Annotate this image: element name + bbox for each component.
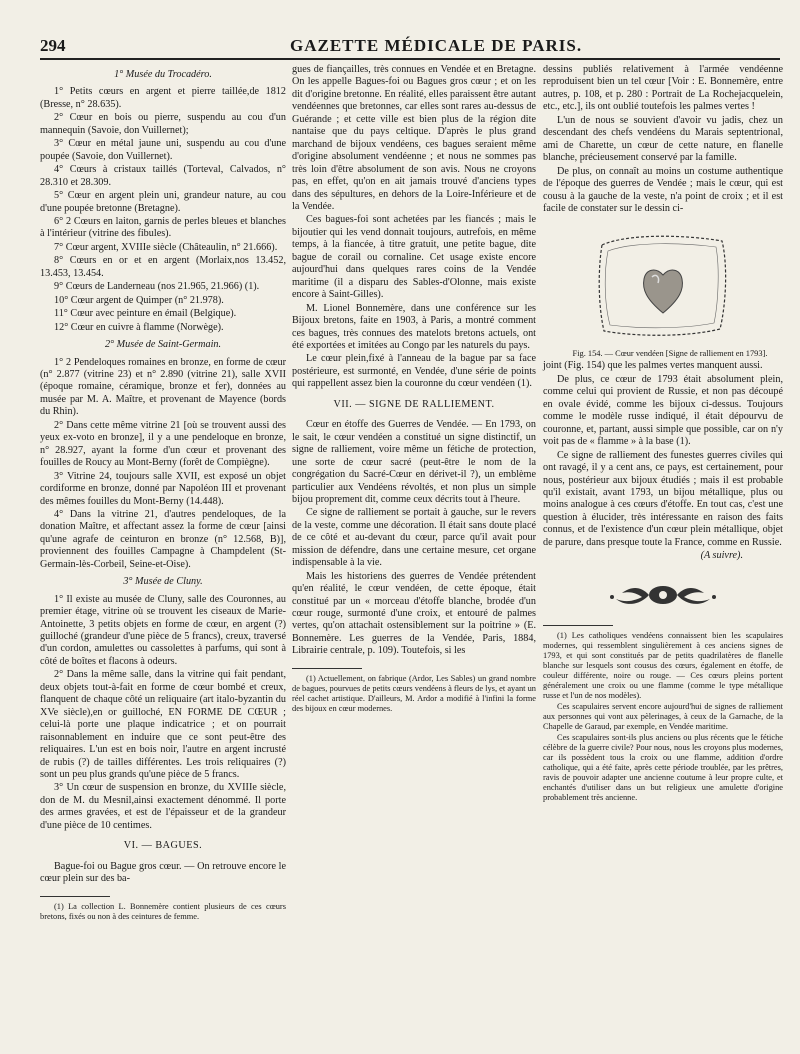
list-item: 9° Cœurs de Landerneau (nos 21.965, 21.966) (1). [54, 281, 260, 293]
paragraph: Mais les historiens des guerres de Vendée prétendent qu'en réalité, le cœur vendéen, de cette époque, était constitué par un « morceau d'étoffe blanche, brodée d'un cœur rouge, surmonté d'une croix, et entouré de palmes vertes, qu'on attachait ostensiblement sur la poitrine » (E. Bonnemère. Les guerres de la Vendée, Paris, 1884, Librairie centrale, p. 109). Toutefois, si les [292, 570, 536, 657]
paragraph: dessins publiés relativement à l'armée vendéenne reproduisent bien un tel cœur [Voir : E. Bonnemère, entre autres, p. 108, et p. 280 : Portrait de La Rochejacquelein, etc., etc.], ils ont oublié toutefois les palmes vertes ! [543, 64, 783, 113]
footnote-rule [292, 668, 362, 669]
list-item: 6° 2 Cœurs en laiton, garnis de perles bleues et blanches à l'intérieur (vitrine des fibules). [40, 215, 286, 240]
column-1 [40, 64, 286, 923]
section-title: 3° Musée de Cluny. [123, 576, 203, 588]
footnote-rule [40, 896, 110, 897]
paragraph: De plus, ce cœur de 1793 était absolument plein, comme celui qui provient de Russie, et non pas découpé en ovale évidé, comme les bijoux ci-dessus. Toujours comme le modèle russe indiqué, il était dépourvu de couronne, et, partant, aussi simple que possible, car on n'y voit pas de « flamme » à la base (1). [543, 373, 783, 448]
header-rule [40, 58, 780, 60]
list-item: 1° Il existe au musée de Cluny, salle des Couronnes, au premier étage, vitrine où se trouvent les ciseaux de Marie-Antoinette, 3 petits objets en forme de cœur, en argent (?) guilloché (grandeur d'une pièce de 5 francs), creux, traversé d'un cordon, amulettes ou cassolettes à parfums, qui sont à côté de boîtes et flacons à odeurs. [40, 593, 286, 667]
column-3 [543, 64, 783, 804]
paragraph: Ce signe de ralliement des funestes guerres civiles qui ont ravagé, il y a cent ans, ce pays, est certainement, pour nous, postérieur aux bijoux étudiés ; mais il est probable qu'il existait, avant 1793, un bijou métallique, plus ou moins analogue à ces cœurs d'étoffe. En tout cas, c'est une question à élucider, très intéressante en raison des faits connus, et de l'existence d'un cœur plein métallique, objet de parure, dans presque toute la France, comme en Russie. [543, 449, 783, 548]
fleuron-ornament-icon [608, 575, 718, 615]
decorative-ornament [608, 575, 718, 615]
list-item: 3° Un cœur de suspension en bronze, du XVIIIe siècle, don de M. du Mesnil,ainsi exactement dénommé. Il porte des armes gravées, et est de l'épaisseur et de la grandeur d'une pièce de 10 centimes. [40, 782, 286, 831]
paragraph: Ces bagues-foi sont achetées par les fiancés ; mais le bijoutier qui les vend donnait toujours, autrefois, en même temps, à la fiancée, à titre gratuit, une petite bague, dite bague de corail ou cornaline. Cet usage existe encore aujourd'hui dans quelques rares coins de la Vendée maritime (il a disparu des Sables-d'Olonne, mais existe encore à Saint-Gilles). [292, 214, 536, 301]
list-item: 8° Cœurs en or et en argent (Morlaix,nos 13.452, 13.453, 13.454. [40, 255, 286, 279]
to-be-continued: (A suivre). [700, 550, 743, 562]
paragraph: De plus, on connaît au moins un costume authentique de l'époque des guerres de Vendée ; mais le cœur, qui est cousu à la gauche de la veste, n'a point de croix ; et il est facile de constater sur le dessin ci- [543, 165, 783, 214]
list-item: 3° Vitrine 24, toujours salle XVII, est exposé un objet cordiforme en bronze, donné par Napoléon III et provenant des mêmes fouilles du Mont-Berny (14.448). [40, 470, 286, 507]
figure-caption: Fig. 154. — Cœur vendéen [Signe de ralliement en 1793]. [572, 349, 768, 359]
list-item: 2° Cœur en bois ou pierre, suspendu au cou d'un mannequin (Savoie, don Vuillernet); [40, 112, 286, 136]
section-heading: VII. — SIGNE DE RALLIEMENT. [333, 398, 495, 410]
figure-154-heart-illustration [588, 225, 738, 345]
list-item: 3° Cœur en métal jaune uni, suspendu au cou d'une poupée (Savoie, don Vuillernet). [40, 138, 286, 162]
list-item: 12° Cœur en cuivre à flamme (Norwège). [54, 321, 224, 333]
paragraph: L'un de nous se souvient d'avoir vu jadis, chez un descendant des chefs vendéens du Marais septentrional, ami de Charette, un cœur de cette nature, en flanelle blanche, précieusement conservé par la famille. [543, 114, 783, 164]
list-item: 4° Dans la vitrine 21, d'autres pendeloques, de la donation Maître, et affectant assez la forme de cœur [ainsi qu'une agrafe de ceinturon en bronze (n° 12.568, B)], proviennent des fouilles Campagne à Champdelent (St-Germain-lès-Corbeil, Seine-et-Oise). [40, 508, 286, 570]
list-item: 2° Dans la même salle, dans la vitrine qui fait pendant, deux objets tout-à-fait en forme de cœur bombé et creux, flanquent de chaque côté un reliquaire (art italo-byzantin du XVe siècle),en or guilloché, EN FORME DE CŒUR ; celui-là porte une plaque indicatrice ; et on pourrait raisonnablement en induire que ce sont peut-être des reliquaires. L'un est en bois noir, l'autre en argent incrusté de rubis (?) de tailles différentes. Les trois reliquaires (?) sont un peu plus grands qu'une pièce de 5 francs. [40, 669, 286, 781]
page-number: 294 [40, 36, 66, 55]
cloth-heart-icon [588, 225, 738, 345]
paragraph: Le cœur plein,fixé à l'anneau de la bague par sa face postérieure, est surmonté, en Vendée, d'une série de points qui rappellent assez bien la couronne du cœur vendéen (1). [292, 353, 536, 390]
paragraph: gues de fiançailles, très connues en Vendée et en Bretagne. On les appelle Bagues-foi ou Bagues gros cœur ; et on les dit d'origine bretonne. En réalité, elles paraissent être autant vendéennes que bretonnes, car elles sont rares au-dessus de Guérande ; et cette ville est bien plus de la région dite nantaise que du pays celtique. D'après le plus grand marchand de bijoux vendéens, ces bagues seraient même d'origine absolument vendéenne ; et nous ne sommes pas très loin d'être absolument de son avis. Nous ne croyons pas, en effet, qu'on en ait jamais trouvé d'anciens types dans des sépultures, en dehors de la Loire-Inférieure et de la Vendée. [292, 64, 536, 212]
footnote-rule [543, 625, 613, 626]
paragraph: Bague-foi ou Bague gros cœur. — On retrouve encore le cœur plein sur des ba- [40, 860, 286, 885]
column-2 [292, 64, 536, 715]
footnote: Ces scapulaires servent encore aujourd'hui de signes de ralliement aux personnes qui vont aux pèlerinages, à ceux de la Garnache, de la Chapelle de Garaud, par exemple, en Vendée maritime. [543, 701, 783, 731]
footnote: Ces scapulaires sont-ils plus anciens ou plus récents que le fétiche célèbre de la guerre civile? Pour nous, nous les croyons plus modernes, car ils possèdent tous la croix ou une flamme, addition d'ordre catholique, qui a été faite, après cette période troublée, par les prêtres, ravis de pouvoir adapter une ancienne coutume à leur propre culte, et enchantés d'utiliser dans un but religieux une amulette d'origine probablement très ancienne. [543, 732, 783, 802]
list-item: 11° Cœur avec peinture en émail (Belgique). [54, 308, 237, 320]
journal-title: GAZETTE MÉDICALE DE PARIS. [290, 36, 583, 55]
list-item: 7° Cœur argent, XVIIIe siècle (Châteaulin, n° 21.666). [54, 241, 278, 253]
list-item: 10° Cœur argent de Quimper (n° 21.978). [54, 294, 224, 306]
paragraph: joint (Fig. 154) que les palmes vertes manquent aussi. [543, 360, 763, 372]
footnote: (1) La collection L. Bonnemère contient plusieurs de ces cœurs bretons, fixés ou non à des ceintures de femme. [40, 901, 286, 921]
section-title: 1° Musée du Trocadéro. [114, 69, 212, 80]
section-heading: VI. — BAGUES. [123, 840, 203, 852]
footnote: (1) Actuellement, on fabrique (Ardor, Les Sables) un grand nombre de bagues, pourvues de petits cœurs vendéens à fleurs de lys, et ayant un réel cachet artistique. D'ailleurs, M. Ardor a modifié à l'infini la forme des bijoux en cœur modernes. [292, 673, 536, 713]
list-item: 2° Dans cette même vitrine 21 [où se trouvent aussi des yeux ex-voto en bronze], il y a une pendeloque en bronze, n° 28.927, ayant la forme d'un cœur et provenant des fouilles de Roucy au Mont-Berny (forêt de Compiègne). [40, 419, 286, 469]
list-item: 4° Cœurs à cristaux taillés (Torteval, Calvados, n° 28.310 et 28.309. [40, 164, 286, 188]
page-header [40, 36, 780, 56]
list-item: 1° Petits cœurs en argent et pierre taillée,de 1812 (Bresse, n° 28.635). [40, 86, 286, 110]
paragraph: Ce signe de ralliement se portait à gauche, sur le revers de la veste, comme une décoration. Il était sans doute placé de ce côté et au-devant du cœur, parce qu'il avait pour mission de défendre, dans une certaine mesure, cet organe indispensable à la vie. [292, 507, 536, 569]
list-item: 5° Cœur en argent plein uni, grandeur nature, au cou d'une poupée bretonne (Bretagne). [40, 190, 286, 214]
paragraph: Cœur en étoffe des Guerres de Vendée. — En 1793, on le sait, le cœur vendéen a constitué un signe distinctif, un signe de ralliement, voire même un fétiche de protection, une sorte de cœur sacré (peut-être le nom de la congrégation du Sacré-Cœur en dérivet-il ?), un emblème particulier aux Vendéens révoltés, et non plus un simple bijou proprement dit, comme ceux décrits tout à l'heure. [292, 419, 536, 505]
paragraph: M. Lionel Bonnemère, dans une conférence sur les Bijoux bretons, faite en 1903, à Paris, a montré comment ces bagues, très connues des matelots bretons actuels, ont été exportées et imitées au Congo par les naturels du pays. [292, 302, 536, 351]
section-title: 2° Musée de Saint-Germain. [104, 339, 222, 351]
footnote: (1) Les catholiques vendéens connaissent bien les scapulaires modernes, qui ressemblent singulièrement à ces anciens signes de 1793, et qui sont constitués par de petits quadrilatères de flanelle blanche sur lesquels sont cousus des cœurs, également en étoffe, de couleur différente, noire ou rouge. — Ces cœurs pleins portent généralement une croix ou une flamme (comme le type métallique russe et l'un de nos modèles). [543, 630, 783, 700]
list-item: 1° 2 Pendeloques romaines en bronze, en forme de cœur (n° 2.877 (vitrine 23) et n° 2.890 (vitrine 21), salle XVII (époque romaine, céramique, bronze et fer), données au musée par M. A. Maître, et provenant de Mayence (bords du Rhin). [40, 356, 286, 418]
